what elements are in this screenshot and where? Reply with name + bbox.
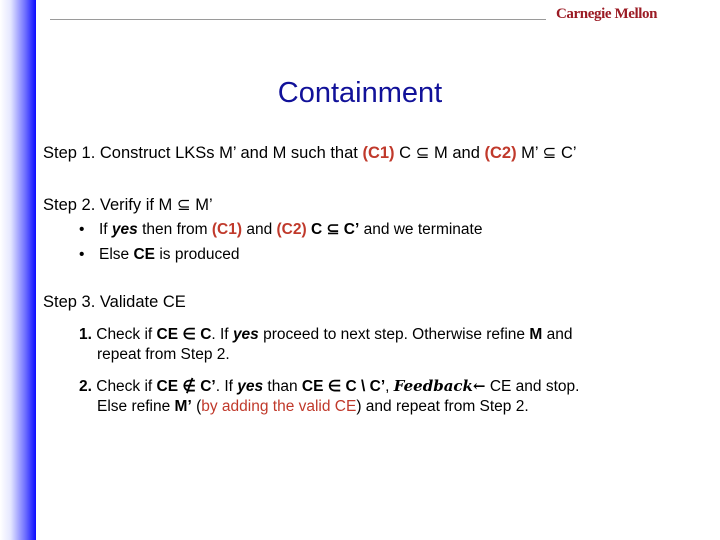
c2-label: (C2) xyxy=(276,221,307,238)
text: M’ xyxy=(174,398,192,415)
c2-label: (C2) xyxy=(484,144,517,162)
text: M xyxy=(529,326,543,343)
header-rule xyxy=(50,19,546,20)
text: Else refine xyxy=(97,398,175,415)
c1-label: (C1) xyxy=(362,144,395,162)
item-number: 2. xyxy=(79,378,92,395)
text: is produced xyxy=(155,246,240,263)
bullet-icon: • xyxy=(79,246,85,263)
text: If xyxy=(99,221,112,238)
step1-post-text: M’ ⊆ C’ xyxy=(516,144,577,162)
text: ( xyxy=(191,398,202,415)
step3-item-1-cont: repeat from Step 2. xyxy=(97,346,230,363)
text: and xyxy=(242,221,277,238)
step1-mid-text: C ⊆ M and xyxy=(394,144,485,162)
step2-bullet-2 xyxy=(79,246,239,264)
text: proceed to next step. Otherwise refine xyxy=(258,326,530,343)
step3-item-1 xyxy=(79,325,572,344)
item-number: 1. xyxy=(79,326,92,343)
text: CE and stop. xyxy=(485,378,580,395)
slide-title-text: Containment xyxy=(277,77,443,109)
text: Check if xyxy=(91,326,157,343)
bullet-icon: • xyxy=(79,221,85,238)
text: than xyxy=(263,378,302,395)
step1-text: Step 1. Construct LKSs M’ and M such that xyxy=(43,144,363,162)
text: and we terminate xyxy=(359,221,483,238)
step1-line xyxy=(43,143,577,163)
text: C ⊆ C’ xyxy=(310,221,360,238)
step2-line: Step 2. Verify if M ⊆ M’ xyxy=(43,196,213,214)
text: CE xyxy=(133,246,156,263)
slide-title xyxy=(0,77,720,110)
text: yes xyxy=(232,326,259,343)
carnegie-mellon-logo: Carnegie Mellon xyxy=(556,6,658,22)
text: CE ∉ C’ xyxy=(156,378,216,395)
step3-item-2 xyxy=(79,377,579,396)
c1-label: (C1) xyxy=(211,221,243,238)
text: yes xyxy=(237,378,264,395)
text: and xyxy=(542,326,573,343)
step3-item-2-cont xyxy=(97,398,529,416)
text: Else xyxy=(99,246,134,263)
text: CE ∈ C xyxy=(156,326,212,343)
text: CE ∈ C \ C’ xyxy=(301,378,386,395)
feedback-label: Feedback← xyxy=(393,377,486,395)
step2-bullet-1 xyxy=(79,220,482,239)
text: yes xyxy=(111,221,138,238)
text: . If xyxy=(215,378,238,395)
text: ) and repeat from Step 2. xyxy=(356,398,529,415)
text: by adding the valid CE xyxy=(201,398,357,415)
text: then from xyxy=(137,221,212,238)
text: Check if xyxy=(91,378,157,395)
step3-line: Step 3. Validate CE xyxy=(43,293,186,311)
text: . If xyxy=(211,326,233,343)
text: , xyxy=(385,378,394,395)
